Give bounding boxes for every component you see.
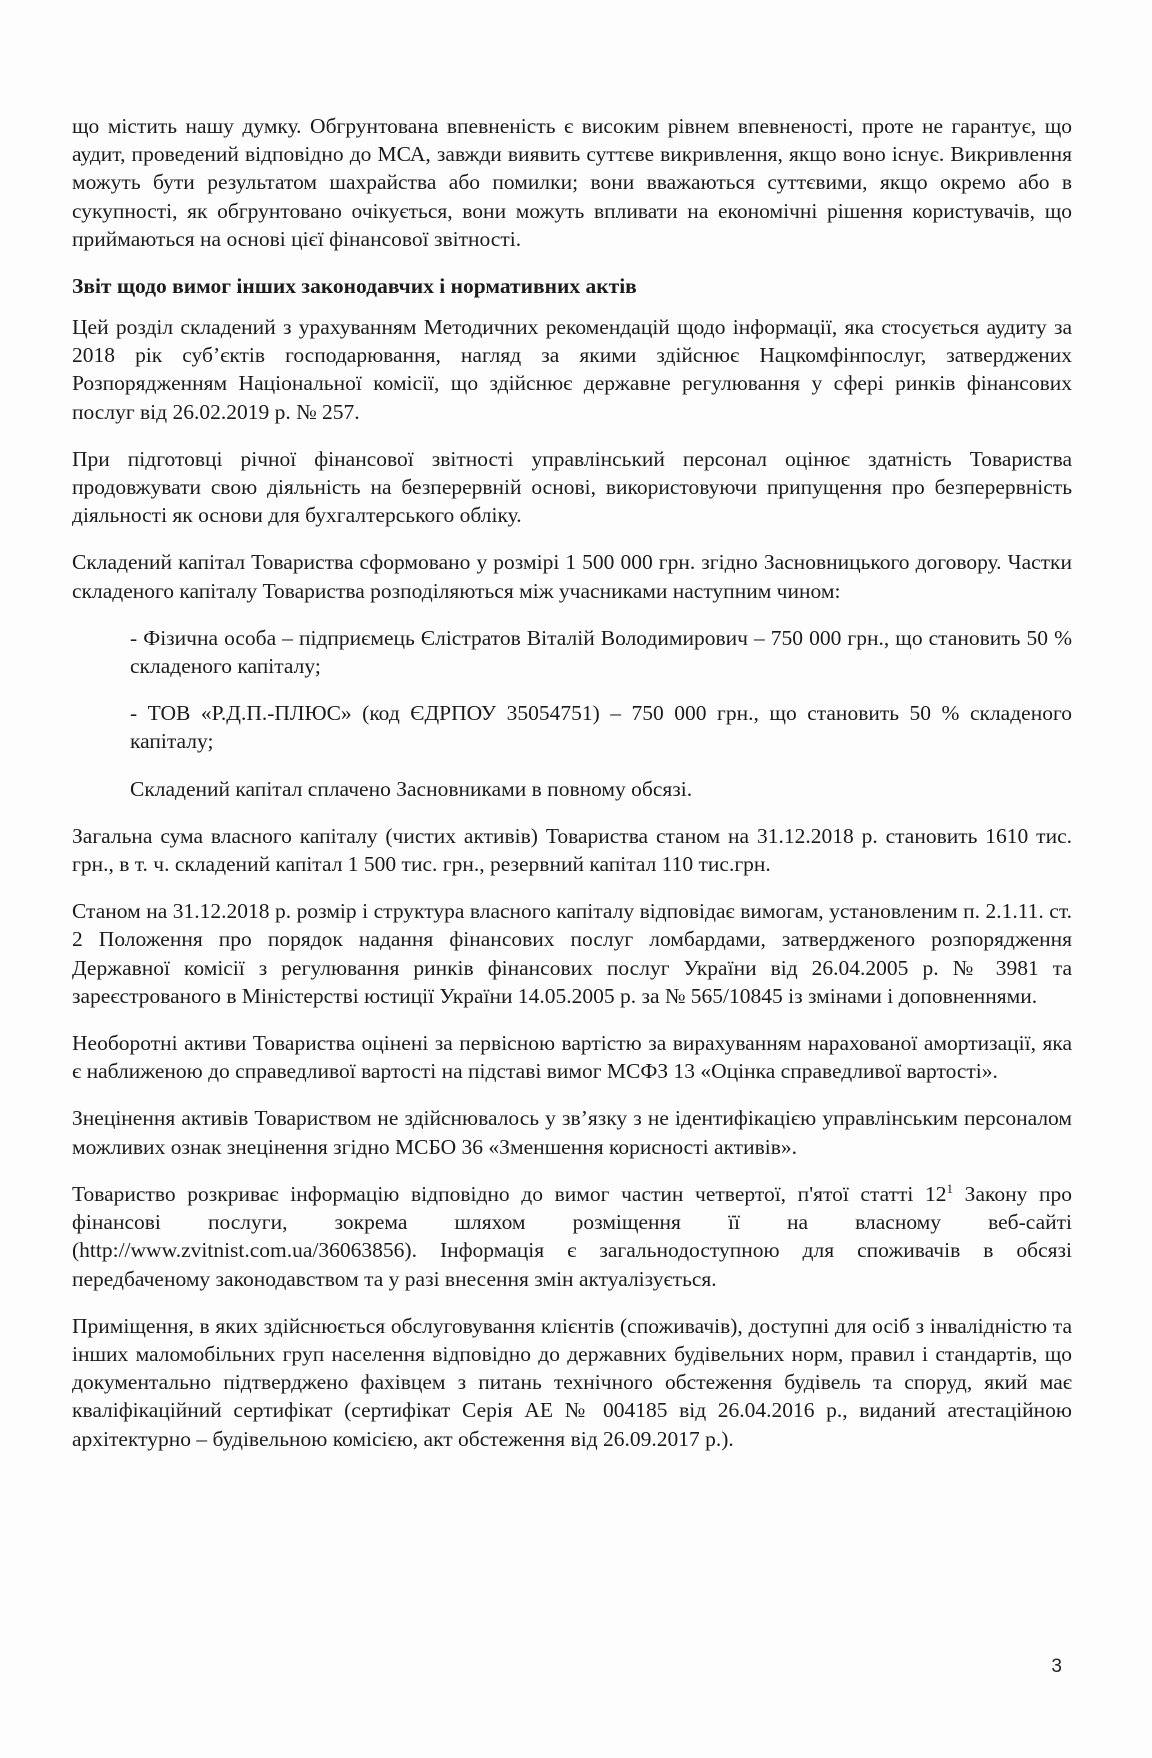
list-item-founder-individual: - Фізична особа – підприємець Єлістратов Віталій Володимирович – 750 000 грн., що становить 50 % складеного капіталу; [130,625,1072,679]
paragraph-disclosure [72,1180,1072,1293]
paragraph-going-concern: При підготовці річної фінансової звітності управлінський персонал оцінює здатність Товариства продовжувати свою діяльність на безперервній основі, використовуючи припущення про безперервність діяльності як основи для бухгалтерського обліку. [72,446,1072,528]
disclosure-text-end: Закону про фінансові послуги, зокрема шляхом розміщення її на власному веб-сайті (http://www.zvitnist.com.ua/36063856). Інформація є загальнодоступною для споживачів в обсязі передбаченому законодавством та у разі внесення змін актуалізується. [72,1181,1072,1291]
page-number: 3 [1051,1656,1062,1677]
paragraph-equity-total: Загальна сума власного капіталу (чистих активів) Товариства станом на 31.12.2018 р. становить 1610 тис. грн., в т. ч. складений капітал 1 500 тис. грн., резервний капітал 110 тис.грн. [72,823,1072,877]
paragraph-noncurrent-assets: Необоротні активи Товариства оцінені за первісною вартістю за вирахуванням нарахованої амортизації, яка є наближеною до справедливої вартості на підставі вимог МСФЗ 13 «Оцінка справедливої вартості». [72,1031,1072,1084]
paragraph-audit-assurance: що містить нашу думку. Обгрунтована впевненість є високим рівнем впевненості, проте не гарантує, що аудит, проведений відповідно до МСА, завжди виявить суттєве викривлення, якщо воно існує. Викривлення можуть бути результатом шахрайства або помилки; вони вважаються суттєвими, якщо окремо або в сукупності, як обгрунтовано очікується, вони можуть впливати на економічні рішення користувачів, що приймаються на основі цієї фінансової звітності. [72,114,1072,251]
superscript-number: 1 [946,1180,954,1196]
document-body [72,112,1072,1472]
paragraph-accessibility: Приміщення, в яких здійснюється обслуговування клієнтів (споживачів), доступні для осіб з інвалідністю та інших маломобільних груп населення відповідно до державних будівельних норм, правил і стандартів, що документально підтверджено фахівцем з питань технічного обстеження будівель та споруд, який має кваліфікаційний сертифікат (сертифікат Серія АЕ № 004185 від 26.04.2016 р., виданий атестаційною архітектурно – будівельною комісією, акт обстеження від 26.09.2017 р.). [72,1313,1072,1451]
list-item-capital-paid: Складений капітал сплачено Засновниками в повному обсязі. [130,776,693,801]
list-item-founder-company: - ТОВ «Р.Д.П.-ПЛЮС» (код ЄДРПОУ 35054751) – 750 000 грн., що становить 50 % складеного капіталу; [130,701,1072,754]
paragraph-section-basis: Цей розділ складений з урахуванням Методичних рекомендацій щодо інформації, яка стосується аудиту за 2018 рік суб’єктів господарювання, нагляд за якими здійснює Нацкомфінпослуг, затверджених Розпорядженням Національної комісії, що здійснює державне регулювання у сфері ринків фінансових послуг від 26.02.2019 р. № 257. [72,315,1072,424]
paragraph-impairment: Знецінення активів Товариством не здійснювалось у зв’язку з не ідентифікацією управлінським персоналом можливих ознак знецінення згідно МСБО 36 «Зменшення корисності активів». [72,1106,1072,1159]
paragraph-share-capital: Складений капітал Товариства сформовано у розмірі 1 500 000 грн. згідно Засновницького договору. Частки складеного капіталу Товариства розподіляються між учасниками наступним чином: [72,550,1072,603]
section-heading: Звіт щодо вимог інших законодавчих і нормативних актів [72,274,637,299]
paragraph-equity-compliance: Станом на 31.12.2018 р. розмір і структура власного капіталу відповідає вимогам, установленим п. 2.1.11. ст. 2 Положення про порядок надання фінансових послуг ломбардами, затвердженого розпорядження Державної комісії з регулювання ринків фінансових послуг України від 26.04.2005 р. № 3981 та зареєстрованого в Міністерстві юстиції України 14.05.2005 р. за № 565/10845 із змінами і доповненнями. [72,899,1072,1008]
disclosure-text-start: Товариство розкриває інформацію відповідно до вимог частин четвертої, п'ятої статті 12 [72,1181,947,1206]
